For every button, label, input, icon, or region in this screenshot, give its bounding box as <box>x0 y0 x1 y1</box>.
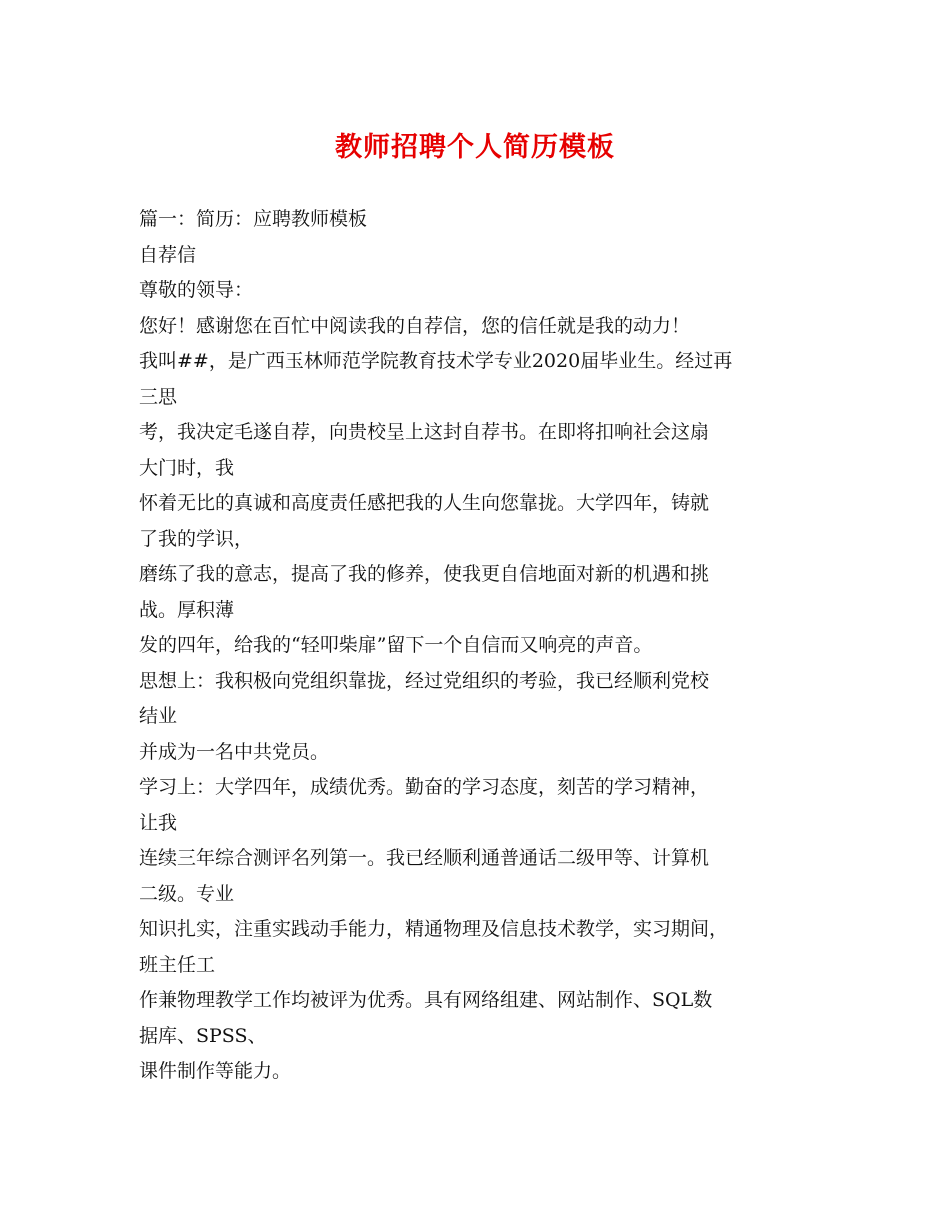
text-line: 尊敬的领导： <box>139 279 254 301</box>
text-line: 磨练了我的意志，提高了我的修养，使我更自信地面对新的机遇和挑 <box>139 563 710 585</box>
text-line: 了我的学识， <box>139 527 254 550</box>
text-line: 自荐信 <box>139 243 197 266</box>
document-body <box>139 202 839 1090</box>
text-line: 学习上：大学四年，成绩优秀。勤奋的学习态度，刻苦的学习精神， <box>139 776 710 798</box>
text-line: 知识扎实，注重实践动手能力，精通物理及信息技术教学，实习期间， <box>139 918 729 940</box>
text-line: 三思 <box>139 385 178 408</box>
text-line: 考，我决定毛遂自荐，向贵校呈上这封自荐书。在即将扣响社会这扇 <box>139 421 710 443</box>
text-line: 大门时，我 <box>139 456 235 479</box>
text-line: 班主任工 <box>139 953 216 976</box>
text-line: 思想上：我积极向党组织靠拢，经过党组织的考验，我已经顺利党校 <box>139 669 710 692</box>
text-line: 怀着无比的真诚和高度责任感把我的人生向您靠拢。大学四年，铸就 <box>139 492 710 514</box>
text-line: 二级。专业 <box>139 882 235 905</box>
text-line: 连续三年综合测评名列第一。我已经顺利通普通话二级甲等、计算机 <box>139 847 710 869</box>
text-line: 篇一：简历：应聘教师模板 <box>139 208 368 230</box>
text-line: 据库、SPSS、 <box>139 1024 267 1047</box>
text-line: 让我 <box>139 811 178 834</box>
text-line: 课件制作等能力。 <box>139 1060 292 1082</box>
text-line: 您好！感谢您在百忙中阅读我的自荐信，您的信任就是我的动力！ <box>139 314 691 337</box>
document-title: 教师招聘个人简历模板 <box>335 132 615 163</box>
text-line: 结业 <box>139 705 178 727</box>
text-line: 发的四年，给我的“轻叩柴扉”留下一个自信而又响亮的声音。 <box>139 634 653 656</box>
text-line: 我叫##，是广西玉林师范学院教育技术学专业2020届毕业生。经过再 <box>139 350 733 372</box>
text-line: 并成为一名中共党员。 <box>139 740 330 763</box>
text-line: 战。厚积薄 <box>139 598 235 621</box>
text-line: 作兼物理教学工作均被评为优秀。具有网络组建、网站制作、SQL数 <box>139 989 713 1011</box>
